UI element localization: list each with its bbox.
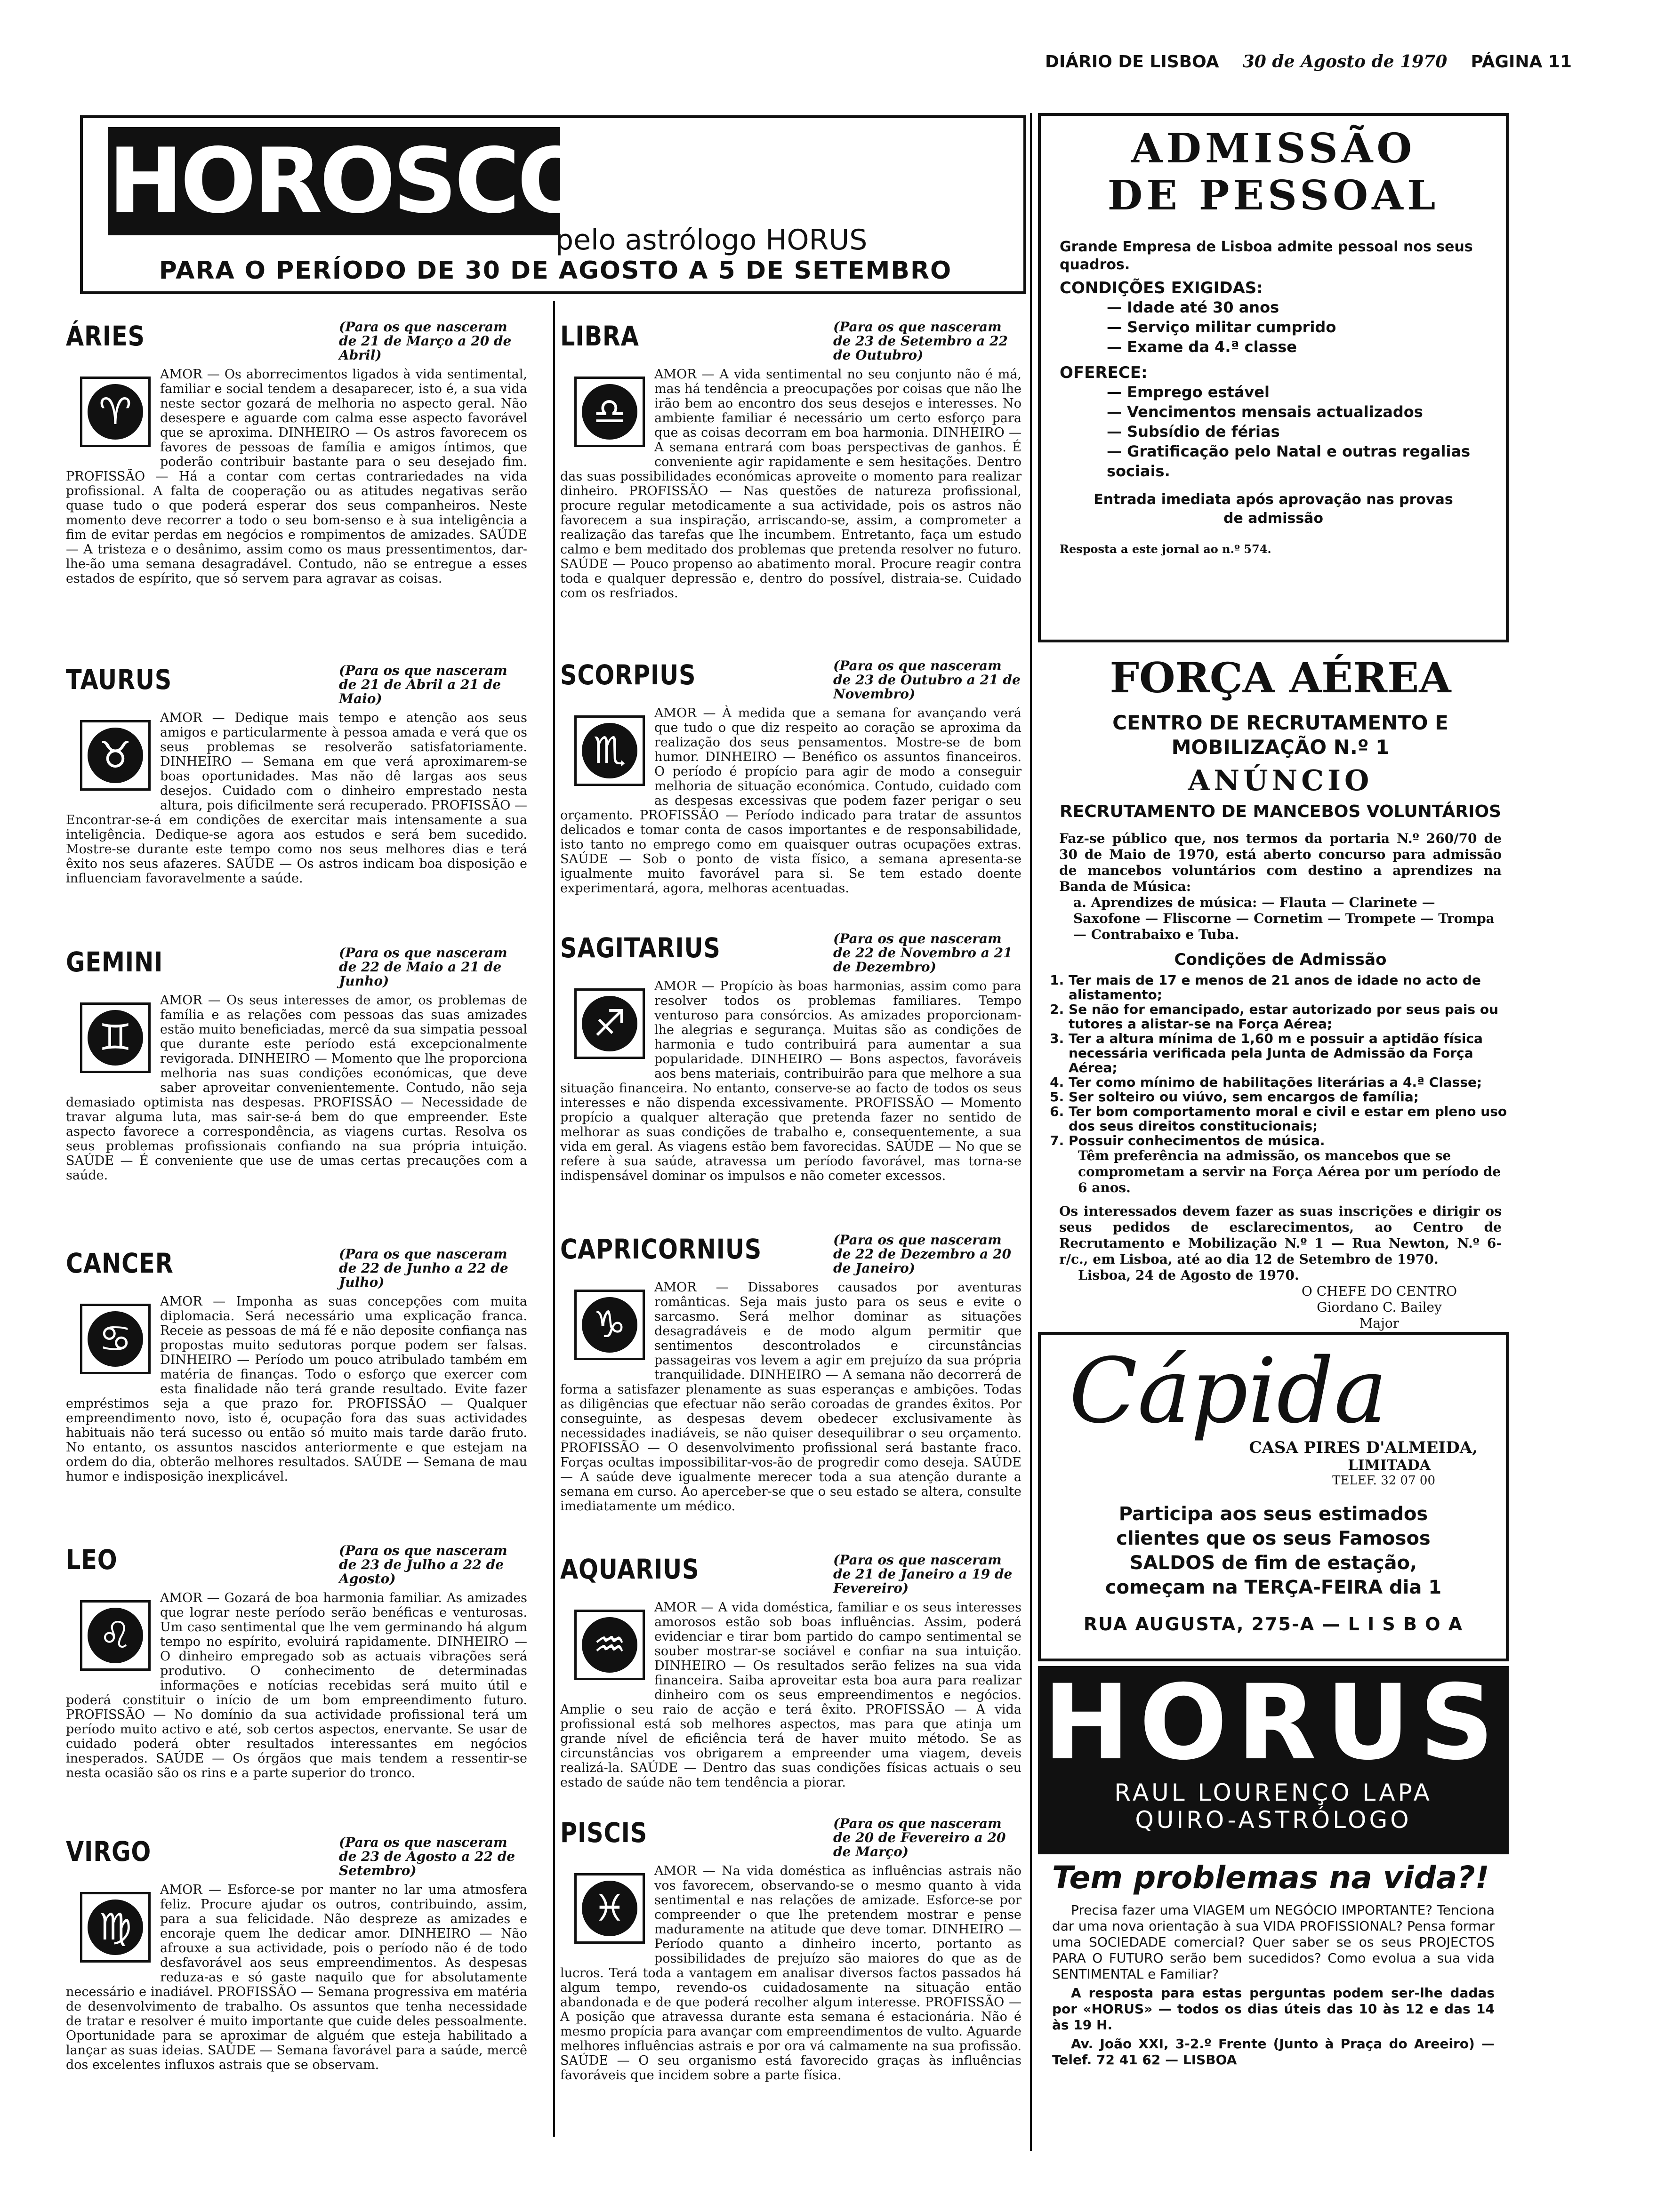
sign-text: AMOR — Os aborrecimentos ligados à vida sentimental, familiar e social tendem a desaparecer, isto é, a sua vida neste sector gozará de melhoria no aspecto geral. Não desespere e aguarde com calma esse aspecto favorável que se aproxima. DINHEIRO — Os astros favorecem os favores de pessoas de família e amigos íntimos, que poderão contribuir bastante para o seu desejado fim. PROFISSÃO — Há a contar com certas contrariedades na vida profissional. A falta de cooperação ou as atitudes negativas serão quase tudo o que poderá esperar dos seus companheiros. Neste momento deve recorrer a todo o seu bom-senso e à sua inteligência a fim de evitar perdas em negócios e rompimentos de amizades. SAÚDE — A tristeza e o desânimo, assim como os maus pressentimentos, dar-lhe-ão uma semana desagradável. Contudo, não se entregue a esses estados de espírito, que só servem para agravar as coisas. <box>66 367 527 586</box>
ad-admissao-pessoal <box>1038 113 1509 642</box>
sign-cancer <box>66 1247 537 1539</box>
capida-logo: Cápida <box>1069 1339 1387 1443</box>
sign-virgo <box>66 1835 537 2146</box>
ad-admissao-cond-heading: CONDIÇÕES EXIGIDAS: <box>1060 279 1263 297</box>
sign-leo <box>66 1544 537 1845</box>
sign-dates: (Para os que nasceram de 21 de Março a 20 de Abril) <box>339 319 512 363</box>
aquarius-icon: ♒ <box>574 1610 645 1680</box>
ad-horus-text <box>1038 1859 1509 2151</box>
ad-forca-center: CENTRO DE RECRUTAMENTO E MOBILIZAÇÃO N.º 1 <box>1112 711 1448 759</box>
sign-aries <box>66 320 537 659</box>
sign-name: SAGITARIUS <box>560 932 721 964</box>
capida-telef: TELEF. 32 07 00 <box>1332 1474 1435 1488</box>
ad-admissao-intro: Grande Empresa de Lisboa admite pessoal nos seus quadros. <box>1060 239 1473 273</box>
sign-libra <box>560 320 1031 659</box>
ad-admissao-title: ADMISSÃO DE PESSOAL <box>1107 125 1440 219</box>
sign-dates: (Para os que nasceram de 23 de Julho a 22 de Agosto) <box>339 1543 507 1587</box>
sign-text: AMOR — Imponha as suas concepções com muita diplomacia. Será necessário uma explicação franca. Receie as pessoas de má fé e não deposite confiança nas propostas muito sedutoras porque podem ser falsas. DINHEIRO — Período um pouco atribulado também em matéria de finanças. Todo o esforço que exercer com esta finalidade não terá grande resultado. Evite fazer empréstimos seja a que prazo for. PROFISSÃO — Qualquer empreendimento novo, isto é, ocupação fora das suas actividades habituais não terá sucesso ou então só muito mais tarde darão fruto. No entanto, os assuntos nascidos anteriormente e que estejam na ordem do dia, obterão melhores resultados. SAÚDE — Semana de mau humor e indisposição inexplicável. <box>66 1294 527 1484</box>
capida-body: Participa aos seus estimados clientes que os seus Famosos SALDOS de fim de estação, começam na TERÇA-FEIRA dia 1 <box>1105 1503 1442 1598</box>
horoscope-subtitle: pelo astrólogo HORUS <box>555 224 868 256</box>
sign-text: AMOR — Os seus interesses de amor, os problemas de família e as relações com pessoas das suas amizades estão muito beneficiadas, mercê da sua simpatia pessoal que durante este período está excepcionalmente revigorada. DINHEIRO — Momento que lhe proporciona melhoria nas suas condições económicas, que deve saber aproveitar convenientemente. Contudo, não seja demasiado optimista nas despesas. PROFISSÃO — Necessidade de travar alguma luta, mas sair-se-á bem do que empreender. Este aspecto favorece a correspondência, as viagens curtas. Resolva os seus problemas profissionais confiando na sua própria intuição. SAÚDE — É conveniente que use de umas certas precauções com a saúde. <box>66 993 527 1183</box>
sign-piscis <box>560 1817 1031 2146</box>
sagitarius-icon: ♐ <box>574 988 645 1059</box>
horus-address: Av. João XXI, 3-2.º Frente (Junto à Praça do Areeiro) — Telef. 72 41 62 — LISBOA <box>1052 2036 1495 2068</box>
ad-forca-recruit: RECRUTAMENTO DE MANCEBOS VOLUNTÁRIOS <box>1059 802 1501 821</box>
column-divider <box>553 301 555 2137</box>
horus-role: QUIRO-ASTRÓLOGO <box>1135 1806 1412 1834</box>
horus-logo: HORUS <box>1043 1662 1504 1783</box>
ad-forca-instruments: a. Aprendizes de música: — Flauta — Clarinete — Saxofone — Fliscorne — Cornetim — Trompete — Trompa — Contrabaixo e Tuba. <box>1073 895 1495 942</box>
sign-scorpius <box>560 659 1031 922</box>
sign-dates: (Para os que nasceram de 22 de Dezembro a 20 de Janeiro) <box>833 1232 1012 1276</box>
ad-admissao-offer-heading: OFERECE: <box>1060 363 1148 382</box>
page-header <box>1045 52 1572 80</box>
sign-name: TAURUS <box>66 664 172 696</box>
sign-dates: (Para os que nasceram de 21 de Janeiro a 19 de Fevereiro) <box>833 1552 1013 1596</box>
capricornius-icon: ♑ <box>574 1290 645 1360</box>
sign-text: AMOR — Gozará de boa harmonia familiar. As amizades que lograr neste período serão benéficas e venturosas. Um caso sentimental que lhe vem germinando há algum tempo no espírito, evoluirá rapidamente. DINHEIRO — O dinheiro empregado sob as actuais vibrações será produtivo. O conhecimento de determinadas informações e notícias recebidas será muito útil e poderá constituir o início de um bom empreendimento futuro. PROFISSÃO — No domínio da sua actividade profissional terá um período muito activo e até, sob certos aspectos, enervante. Se usar de cuidado poderá obter resultados interessantes em negócios inesperados. SAÚDE — Os órgãos que mais tendem a ressentir-se nesta ocasião são os rins e a parte superior do tronco. <box>66 1591 527 1780</box>
horus-name: RAUL LOURENÇO LAPA <box>1114 1779 1432 1806</box>
sign-text: AMOR — Esforce-se por manter no lar uma atmosfera feliz. Procure ajudar os outros, contribuindo, assim, para a sua felicidade. Não despreze as amizades e encoraje quem lhe dedicar amor. DINHEIRO — Não afrouxe a sua actividade, pois o período não é de todo desfavorável aos seus empreendimentos. As despesas reduza-as e só gaste naquilo que for absolutamente necessário e inadiável. PROFISSÃO — Semana progressiva em matéria de desenvolvimento de trabalho. Os assuntos que tenha necessidade de tratar e resolver é muito importante que cuide deles pessoalmente. Oportunidade para se aproximar de alguém que esteja habilitado a lançar as suas ideias. SAÚDE — Semana favorável para a saúde, mercê dos excelentes influxos astrais que se observam. <box>66 1883 527 2072</box>
sign-text: AMOR — Dissabores causados por aventuras românticas. Seja mais justo para os seus e evite o sarcasmo. Será melhor dominar as situações desagradáveis e de modo algum permitir que sentimentos descontrolados e circunstâncias passageiras vos levem a agir em prejuízo da sua própria tranquilidade. DINHEIRO — A semana não decorrerá de forma a satisfazer plenamente as suas esperanças e ambições. Todas as diligências que efectuar não serão coroadas de grandes êxitos. Por conseguinte, as despesas devem obedecer exclusivamente às necessidades inadiáveis, se não quiser desequilibrar o seu orçamento. PROFISSÃO — O desenvolvimento profissional será bastante fraco. Forças ocultas impossibilitar-vos-ão de progredir como deseja. SAÚDE — A saúde deve igualmente merecer toda a sua atenção durante a semana em curso. Ao aperceber-se que o seu estado se altera, consulte imediatamente um médico. <box>560 1280 1022 1514</box>
sign-gemini <box>66 946 537 1238</box>
sign-dates: (Para os que nasceram de 22 de Maio a 21 de Junho) <box>339 945 507 989</box>
ad-horus-banner <box>1038 1662 1509 1854</box>
sign-name: CAPRICORNIUS <box>560 1233 762 1265</box>
sign-dates: (Para os que nasceram de 22 de Novembro a 21 de Dezembro) <box>833 931 1013 975</box>
sign-name: CANCER <box>66 1247 174 1279</box>
sign-capricornius <box>560 1233 1031 1553</box>
leo-icon: ♌ <box>80 1600 151 1671</box>
sign-sagitarius <box>560 932 1031 1224</box>
capida-house: CASA PIRES D'ALMEIDA, <box>1249 1438 1478 1457</box>
issue-date: 30 de Agosto de 1970 <box>1242 52 1448 72</box>
ad-forca-date: Lisboa, 24 de Agosto de 1970. <box>1078 1267 1299 1283</box>
horoscope-period: PARA O PERÍODO DE 30 DE AGOSTO A 5 DE SETEMBRO <box>159 256 952 285</box>
ad-forca-anuncio: ANÚNCIO <box>1188 764 1373 797</box>
taurus-icon: ♉ <box>80 720 151 791</box>
sign-dates: (Para os que nasceram de 23 de Setembro a 22 de Outubro) <box>833 319 1008 363</box>
horus-body: Precisa fazer uma VIAGEM um NEGÓCIO IMPORTANTE? Tenciona dar uma nova orientação à sua VIDA PROFISSIONAL? Pensa formar uma SOCIEDADE comercial? Quer saber se os seus PROJECTOS PARA O FUTURO serão bem sucedidos? Como evolua a sua vida SENTIMENTAL e Familiar? <box>1052 1902 1495 1982</box>
sign-name: LEO <box>66 1544 118 1576</box>
piscis-icon: ♓ <box>574 1873 645 1944</box>
ad-admissao-entry: Entrada imediata após aprovação nas provas de admissão <box>1094 491 1453 527</box>
capida-limitada: LIMITADA <box>1348 1457 1431 1474</box>
ad-forca-aerea <box>1036 645 1525 1341</box>
virgo-icon: ♍ <box>80 1892 151 1963</box>
sign-name: SCORPIUS <box>560 659 696 691</box>
ad-forca-signature: O CHEFE DO CENTRO Giordano C. Bailey Major <box>1301 1283 1457 1331</box>
ad-admissao-conditions: — Idade até 30 anos — Serviço militar cumprido — Exame da 4.ª classe <box>1060 297 1487 357</box>
ad-forca-conditions: 1. Ter mais de 17 e menos de 21 anos de idade no acto de alistamento; 2. Se não for emancipado, estar autorizado por seus pais ou tutores a alistar-se na Força Aérea; 3. Ter a altura mínima de 1,60 m e possuir a aptidão física necessária verificada pela Junta de Admissão da Força Aérea; 4. Ter como mínimo de habilitações literárias a 4.ª Classe; 5. Ser solteiro ou viúvo, sem encargos de família; 6. Ter bom comportamento moral e civil e estar em pleno uso dos seus direitos constitucionais; 7. Possuir conhecimentos de música. <box>1040 973 1520 1148</box>
ad-forca-intro: Faz-se público que, nos termos da portaria N.º 260/70 de 30 de Maio de 1970, está aberto concurso para admissão de mancebos voluntários com destino a aprendizes na Banda de Música: <box>1059 831 1502 894</box>
ad-forca-interested: Os interessados devem fazer as suas inscrições e dirigir os seus pedidos de esclarecimentos, ao Centro de Recrutamento e Mobilização N.º 1 — Rua Newton, N.º 6-r/c., em Lisboa, até ao dia 12 de Setembro de 1970. <box>1059 1203 1502 1267</box>
aries-icon: ♈ <box>80 377 151 447</box>
page-number: PÁGINA 11 <box>1471 52 1572 72</box>
sign-name: AQUARIUS <box>560 1553 700 1585</box>
sign-text: AMOR — Propício às boas harmonias, assim como para resolver todos os problemas familiares. Tempo venturoso para consórcios. As amizades proporcionam-lhe alegrias e segurança. Muitas são as condições de harmonia e tudo contribuirá para aumentar a sua popularidade. DINHEIRO — Bons aspectos, favoráveis aos bens materiais, contribuirão para que melhore a sua situação financeira. No entanto, conserve-se ao facto de todos os seus interesses e não dispenda excessivamente. PROFISSÃO — Momento propício a qualquer alteração que pretenda fazer no sentido de melhorar as suas condições de trabalho e, consequentemente, a sua vida em geral. As viagens estão bem favorecidas. SAÚDE — No que se refere à sua saúde, atravessa um período favorável, mas torna-se indispensável dominar os impulsos e não cometer excessos. <box>560 979 1022 1183</box>
gemini-icon: ♊ <box>80 1002 151 1073</box>
horus-headline: Tem problemas na vida?! <box>1052 1859 1489 1896</box>
sign-taurus <box>66 664 537 927</box>
libra-icon: ♎ <box>574 377 645 447</box>
cancer-icon: ♋ <box>80 1304 151 1374</box>
sign-text: AMOR — A vida doméstica, familiar e os seus interesses amorosos estão sob boas influências. Assim, poderá evidenciar e tirar bom partido do campo sentimental se souber mostrar-se sociável e confiar na sua intuição. DINHEIRO — Os resultados serão felizes na sua vida financeira. Saiba aproveitar esta boa aura para realizar dinheiro com os seus empreendimentos e negócios. Amplie o seu raio de acção e terá êxito. PROFISSÃO — A vida profissional está sob melhores aspectos, mas para que atinja um grande nível de eficiência terá de haver muito método. Se as circunstâncias vos obrigarem a empreender uma viagem, deveis realizá-la. SAÚDE — Dentro das suas condições físicas actuais o seu estado de saúde não tem tendência a piorar. <box>560 1600 1022 1790</box>
horus-reply: A resposta para estas perguntas podem ser-lhe dadas por «HORUS» — todos os dias úteis das 10 às 12 e das 14 às 19 H. <box>1052 1985 1495 2033</box>
sign-dates: (Para os que nasceram de 21 de Abril a 21 de Maio) <box>339 663 507 706</box>
sign-dates: (Para os que nasceram de 20 de Fevereiro a 20 de Março) <box>833 1816 1006 1859</box>
sign-name: ÁRIES <box>66 320 145 352</box>
sign-name: PISCIS <box>560 1817 648 1849</box>
sign-text: AMOR — Na vida doméstica as influências astrais não vos favorecem, observando-se o mesmo quanto à vida sentimental e nas relações de amizade. Esforce-se por compreender o que lhe pretendem mostrar e pense maduramente na atitude que deve tomar. DINHEIRO — Período quanto a dinheiro incerto, portanto as possibilidades de prejuízo são maiores do que as de lucros. Terá toda a vantagem em analisar diversos factos passados há algum tempo, revendo-os cuidadosamente na situação então abandonada e de que poderá recolher algum interesse. PROFISSÃO — A posição que atravessa durante esta semana é estacionária. Não é mesmo propícia para avançar com empreendimentos de vulto. Aguarde melhores influências astrais e por ora vá calmamente na sua profissão. SAÚDE — O seu organismo está favorecido graças às influências favoráveis que incidem sobre a parte física. <box>560 1864 1022 2083</box>
ad-admissao-reply: Resposta a este jornal ao n.º 574. <box>1060 542 1271 556</box>
sign-dates: (Para os que nasceram de 23 de Outubro a 21 de Novembro) <box>833 658 1021 702</box>
horoscope-title: HOROSCOPO <box>108 127 560 235</box>
ad-forca-cond-title: Condições de Admissão <box>1174 950 1387 969</box>
ad-admissao-offers: — Emprego estável — Vencimentos mensais actualizados — Subsídio de férias — Gratificação pelo Natal e outras regalias sociais. <box>1060 382 1487 481</box>
sign-text: AMOR — À medida que a semana for avançando verá que tudo o que diz respeito ao coração se aproxima da realização dos seus pensamentos. Mostre-se de bom humor. DINHEIRO — Benéfico os assuntos financeiros. O período é propício para agir de modo a conseguir melhoria de situação económica. Contudo, cuidado com as despesas excessivas que podem fazer perigar o seu orçamento. PROFISSÃO — Período indicado para tratar de assuntos delicados e tomar conta de casos importantes e de responsabilidade, isto tanto no emprego como em quaisquer outras ocupações extras. SAÚDE — Sob o ponto de vista físico, a semana apresenta-se igualmente muito favorável para si. Se tem estado doente experimentará, agora, melhoras acentuadas. <box>560 706 1022 896</box>
sign-name: LIBRA <box>560 320 639 352</box>
newspaper-name: DIÁRIO DE LISBOA <box>1045 52 1219 72</box>
ad-capida <box>1038 1332 1509 1661</box>
scorpius-icon: ♏ <box>574 715 645 786</box>
sign-text: AMOR — Dedique mais tempo e atenção aos seus amigos e particularmente à pessoa amada e verá que os seus problemas se resolverão satisfatoriamente. DINHEIRO — Semana em que verá aproximarem-se boas oportunidades. Mas não dê largas aos seus desejos. Cuidado com o dinheiro emprestado nesta altura, pois dificilmente será recuperado. PROFISSÃO — Encontrar-se-á em condições de exercitar mais intensamente a sua inteligência. Dedique-se agora aos estudos e será bem sucedido. Mostre-se durante este tempo como nos seus melhores dias e terá êxito nos seus afazeres. SAÚDE — Os astros indicam boa disposição e influenciam favoravelmente a saúde. <box>66 711 527 886</box>
capida-address: RUA AUGUSTA, 275-A — L I S B O A <box>1083 1614 1464 1635</box>
ad-forca-title: FORÇA AÉREA <box>1110 653 1451 702</box>
ad-forca-note: Têm preferência na admissão, os mancebos que se comprometam a servir na Força Aérea por um período de 6 anos. <box>1078 1148 1501 1195</box>
sign-text: AMOR — A vida sentimental no seu conjunto não é má, mas há tendência a preocupações por coisas que não lhe irão bem ao encontro dos seus desejos e interesses. No ambiente familiar é necessário um certo esforço para que as coisas decorram em boa harmonia. DINHEIRO — A semana entrará com boas perspectivas de ganhos. É conveniente agir rapidamente e sem hesitações. Dentro das suas possibilidades económicas aproveite o momento para realizar dinheiro. PROFISSÃO — Nas questões de natureza profissional, procure regular metodicamente a sua actividade, pois os astros não favorecem a sua inspiração, arriscando-se, assim, a comprometer a realização das tarefas que lhe incumbem. Entretanto, faça um estudo calmo e bem meditado dos problemas que pretenda resolver no futuro. SAÚDE — Pouco propenso ao abatimento moral. Procure reagir contra toda e qualquer depressão e, dentro do possível, distraia-se. Cuidado com os resfriados. <box>560 367 1022 601</box>
sign-dates: (Para os que nasceram de 23 de Agosto a 22 de Setembro) <box>339 1835 515 1878</box>
sign-name: VIRGO <box>66 1835 152 1867</box>
sign-name: GEMINI <box>66 946 163 978</box>
sign-aquarius <box>560 1553 1031 1807</box>
sign-dates: (Para os que nasceram de 22 de Junho a 22 de Julho) <box>339 1246 508 1290</box>
